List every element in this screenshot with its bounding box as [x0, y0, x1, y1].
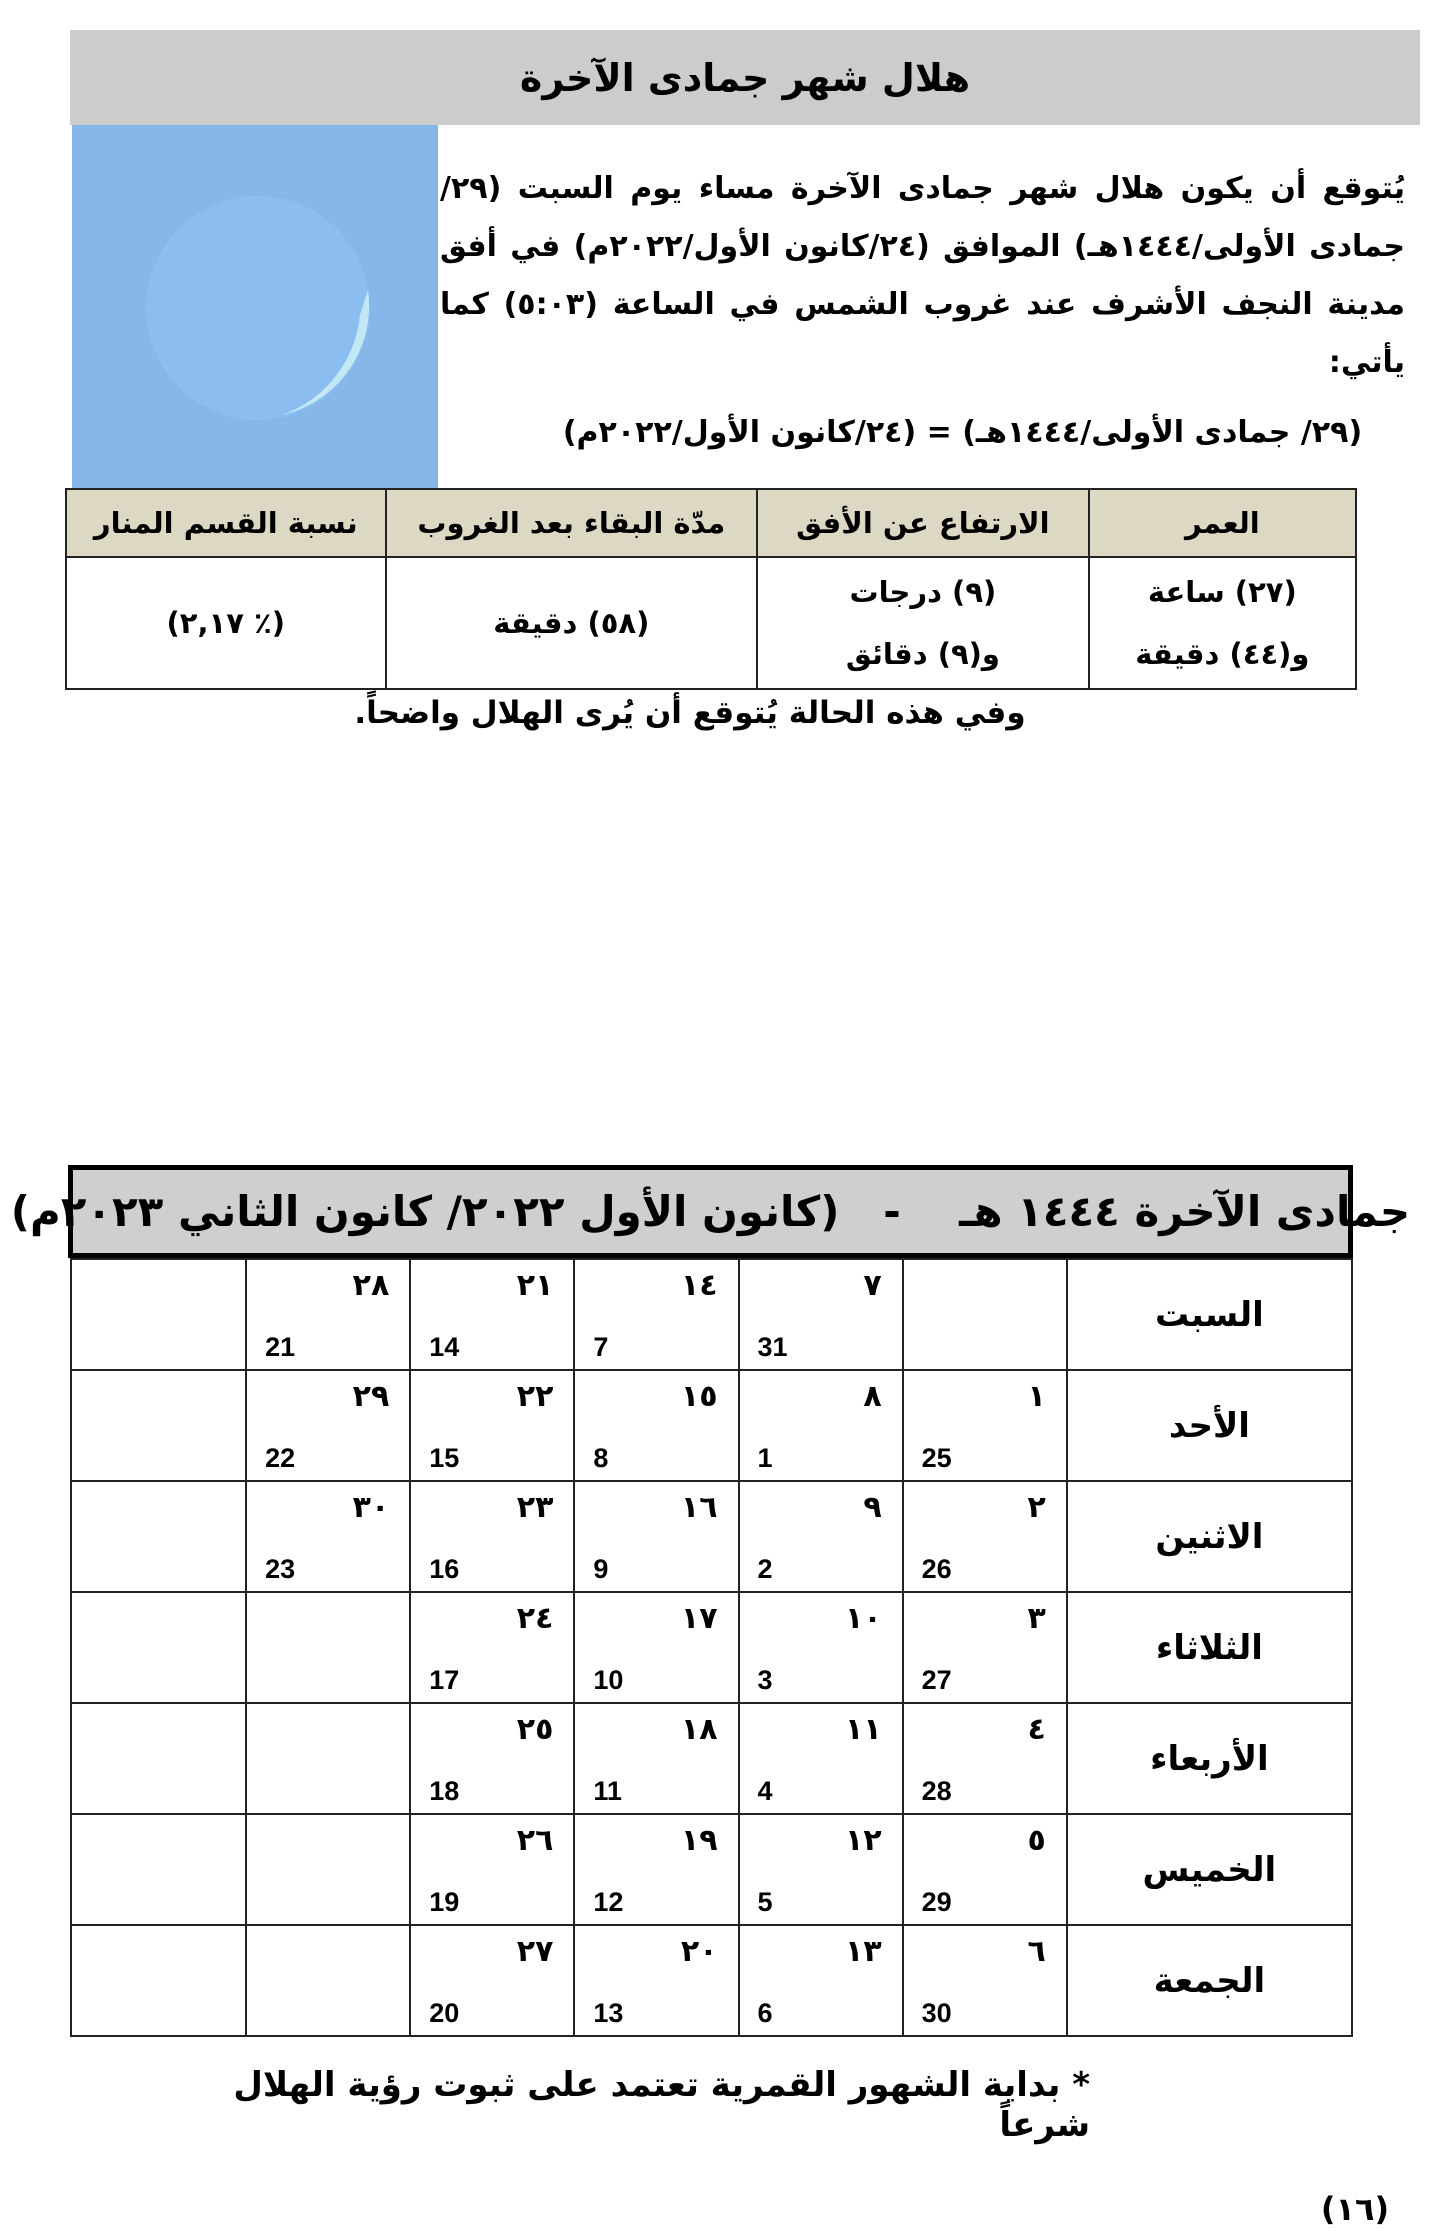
hijri-date: ٩ [863, 1490, 882, 1525]
hijri-date: ١١ [845, 1712, 882, 1747]
calendar-day-cell [246, 1481, 410, 1592]
intro-text: يُتوقع أن يكون هلال شهر جمادى الآخرة مساء يوم السبت (٢٩/جمادى الأولى/١٤٤٤هـ) الموافق (٢٤/كانون الأول/٢٠٢٢م) في أفق مدينة النجف الأشرف عند غروب الشمس في الساعة (٥:٠٣) كما يأتي: [440, 171, 1405, 380]
calendar-day-cell [246, 1814, 410, 1925]
header-duration: مدّة البقاء بعد الغروب [386, 489, 758, 557]
page-title-bar [70, 30, 1420, 125]
calendar-row [71, 1814, 1352, 1925]
hijri-date: ٢٣ [516, 1490, 554, 1525]
gregorian-date: 3 [757, 1665, 773, 1695]
hijri-date: ١٦ [680, 1490, 718, 1525]
gregorian-date: 26 [921, 1554, 952, 1584]
gregorian-date: 1 [757, 1443, 773, 1473]
gregorian-date: 23 [265, 1554, 296, 1584]
gregorian-date: 22 [265, 1443, 296, 1473]
hijri-date: ٢ [1027, 1490, 1046, 1525]
calendar-day-cell [574, 1481, 738, 1592]
crescent-moon-photo [72, 125, 438, 488]
calendar-day-cell [71, 1703, 246, 1814]
hijri-date: ٣ [1027, 1601, 1046, 1636]
calendar-day-cell [246, 1592, 410, 1703]
conclusion-text: وفي هذه الحالة يُتوقع أن يُرى الهلال واضحاً. [354, 695, 1026, 731]
hijri-date: ٢٠ [680, 1934, 718, 1969]
gregorian-date: 7 [593, 1332, 609, 1362]
hijri-date: ١ [1027, 1379, 1046, 1414]
gregorian-date: 28 [921, 1776, 952, 1806]
cell-age [1089, 557, 1356, 689]
header-illumination: نسبة القسم المنار [66, 489, 386, 557]
gregorian-date: 8 [593, 1443, 609, 1473]
date-equation: (٢٩/ جمادى الأولى/١٤٤٤هـ) = (٢٤/كانون الأول/٢٠٢٢م) [562, 415, 1363, 450]
calendar-day-cell [71, 1259, 246, 1370]
cell-altitude [757, 557, 1089, 689]
calendar-title: جمادى الآخرة ١٤٤٤ هـ - (كانون الأول ٢٠٢٢/ كانون الثاني ٢٠٢٣م) [10, 1187, 1411, 1236]
hijri-date: ٨ [863, 1379, 882, 1414]
calendar-day-cell [903, 1592, 1067, 1703]
calendar-day-cell [739, 1592, 903, 1703]
calendar-day-cell [410, 1814, 574, 1925]
footnote: * بداية الشهور القمرية تعتمد على ثبوت رؤية الهلال شرعاً [233, 2065, 1090, 2145]
hijri-date: ٢٦ [516, 1823, 554, 1858]
gregorian-date: 4 [757, 1776, 773, 1806]
calendar-day-cell [410, 1370, 574, 1481]
gregorian-date: 30 [921, 1998, 952, 2028]
hijri-date: ٣٠ [352, 1490, 390, 1525]
weekday-label: السبت [1067, 1259, 1352, 1370]
calendar-day-cell [246, 1370, 410, 1481]
gregorian-date: 21 [265, 1332, 296, 1362]
calendar-day-cell [903, 1925, 1067, 2036]
calendar-row [71, 1259, 1352, 1370]
calendar-day-cell [739, 1703, 903, 1814]
hijri-date: ١٨ [680, 1712, 718, 1747]
calendar-day-cell [903, 1814, 1067, 1925]
hijri-date: ٢٥ [516, 1712, 554, 1747]
gregorian-date: 13 [593, 1998, 624, 2028]
page-title: هلال شهر جمادى الآخرة [519, 55, 971, 100]
hijri-date: ١٥ [680, 1379, 718, 1414]
hijri-date: ٤ [1027, 1712, 1046, 1747]
weekday-label: الخميس [1067, 1814, 1352, 1925]
gregorian-date: 10 [593, 1665, 624, 1695]
page-number: (١٦) [1320, 2190, 1390, 2228]
hijri-date: ٢١ [516, 1268, 554, 1303]
crescent-info-table [65, 488, 1357, 690]
calendar-row [71, 1925, 1352, 2036]
gregorian-date: 14 [429, 1332, 460, 1362]
calendar-day-cell [574, 1814, 738, 1925]
gregorian-date: 9 [593, 1554, 609, 1584]
calendar-day-cell [246, 1259, 410, 1370]
calendar-row [71, 1481, 1352, 1592]
hijri-date: ٦ [1027, 1934, 1046, 1969]
hijri-date: ٥ [1027, 1823, 1046, 1858]
calendar-day-cell [574, 1703, 738, 1814]
calendar-day-cell [903, 1370, 1067, 1481]
calendar-day-cell [71, 1925, 246, 2036]
hijri-date: ٢٢ [516, 1379, 554, 1414]
gregorian-date: 31 [757, 1332, 788, 1362]
calendar-day-cell [71, 1592, 246, 1703]
calendar-row [71, 1370, 1352, 1481]
calendar-day-cell [739, 1481, 903, 1592]
hijri-date: ١٤ [680, 1268, 718, 1303]
calendar-day-cell [410, 1925, 574, 2036]
gregorian-date: 29 [921, 1887, 952, 1917]
age-minutes: و(٤٤) دقيقة [1135, 637, 1310, 671]
hijri-date: ٧ [863, 1268, 882, 1303]
gregorian-date: 16 [429, 1554, 460, 1584]
calendar-day-cell [410, 1703, 574, 1814]
calendar-day-cell [246, 1703, 410, 1814]
calendar-day-cell [903, 1259, 1067, 1370]
calendar-day-cell [739, 1370, 903, 1481]
gregorian-date: 19 [429, 1887, 460, 1917]
age-hours: (٢٧) ساعة [1147, 575, 1297, 609]
hijri-date: ١٣ [845, 1934, 882, 1969]
gregorian-date: 6 [757, 1998, 773, 2028]
calendar-day-cell [71, 1814, 246, 1925]
calendar-row [71, 1592, 1352, 1703]
weekday-label: الثلاثاء [1067, 1592, 1352, 1703]
cell-duration: (٥٨) دقيقة [386, 557, 758, 689]
gregorian-date: 11 [593, 1776, 622, 1806]
hijri-date: ٢٩ [352, 1379, 390, 1414]
intro-paragraph [440, 160, 1405, 462]
weekday-label: الجمعة [1067, 1925, 1352, 2036]
hijri-date: ١٢ [845, 1823, 882, 1858]
weekday-label: الاثنين [1067, 1481, 1352, 1592]
calendar-title-bar [10, 1165, 1411, 1258]
header-age: العمر [1089, 489, 1356, 557]
calendar-day-cell [903, 1703, 1067, 1814]
gregorian-date: 12 [593, 1887, 624, 1917]
calendar-row [71, 1703, 1352, 1814]
gregorian-date: 25 [921, 1443, 952, 1473]
cell-illumination: (٪ ٢,١٧) [66, 557, 386, 689]
gregorian-date: 20 [429, 1998, 460, 2028]
header-altitude: الارتفاع عن الأفق [757, 489, 1089, 557]
calendar-day-cell [574, 1370, 738, 1481]
gregorian-date: 27 [921, 1665, 952, 1695]
hijri-date: ١٩ [680, 1823, 718, 1858]
calendar-day-cell [71, 1481, 246, 1592]
gregorian-date: 5 [757, 1887, 773, 1917]
gregorian-date: 2 [757, 1554, 773, 1584]
calendar-day-cell [739, 1925, 903, 2036]
calendar-day-cell [71, 1370, 246, 1481]
hijri-date: ١٧ [680, 1601, 718, 1636]
hijri-date: ٢٧ [516, 1934, 554, 1969]
calendar-day-cell [410, 1259, 574, 1370]
calendar-day-cell [739, 1814, 903, 1925]
calendar-grid [70, 1258, 1353, 2037]
calendar-day-cell [903, 1481, 1067, 1592]
altitude-minutes: و(٩) دقائق [845, 637, 1000, 671]
calendar-day-cell [574, 1592, 738, 1703]
weekday-label: الأحد [1067, 1370, 1352, 1481]
calendar-day-cell [246, 1925, 410, 2036]
calendar-day-cell [410, 1592, 574, 1703]
calendar-day-cell [574, 1925, 738, 2036]
hijri-date: ٢٨ [352, 1268, 390, 1303]
gregorian-date: 18 [429, 1776, 460, 1806]
gregorian-date: 15 [429, 1443, 460, 1473]
altitude-degrees: (٩) درجات [849, 575, 997, 609]
calendar-day-cell [739, 1259, 903, 1370]
hijri-date: ٢٤ [516, 1601, 554, 1636]
calendar-day-cell [410, 1481, 574, 1592]
calendar-day-cell [574, 1259, 738, 1370]
weekday-label: الأربعاء [1067, 1703, 1352, 1814]
info-table-header-row [66, 489, 1356, 557]
info-table-row [66, 557, 1356, 689]
gregorian-date: 17 [429, 1665, 460, 1695]
hijri-date: ١٠ [845, 1601, 882, 1636]
crescent-moon-icon [72, 125, 438, 488]
